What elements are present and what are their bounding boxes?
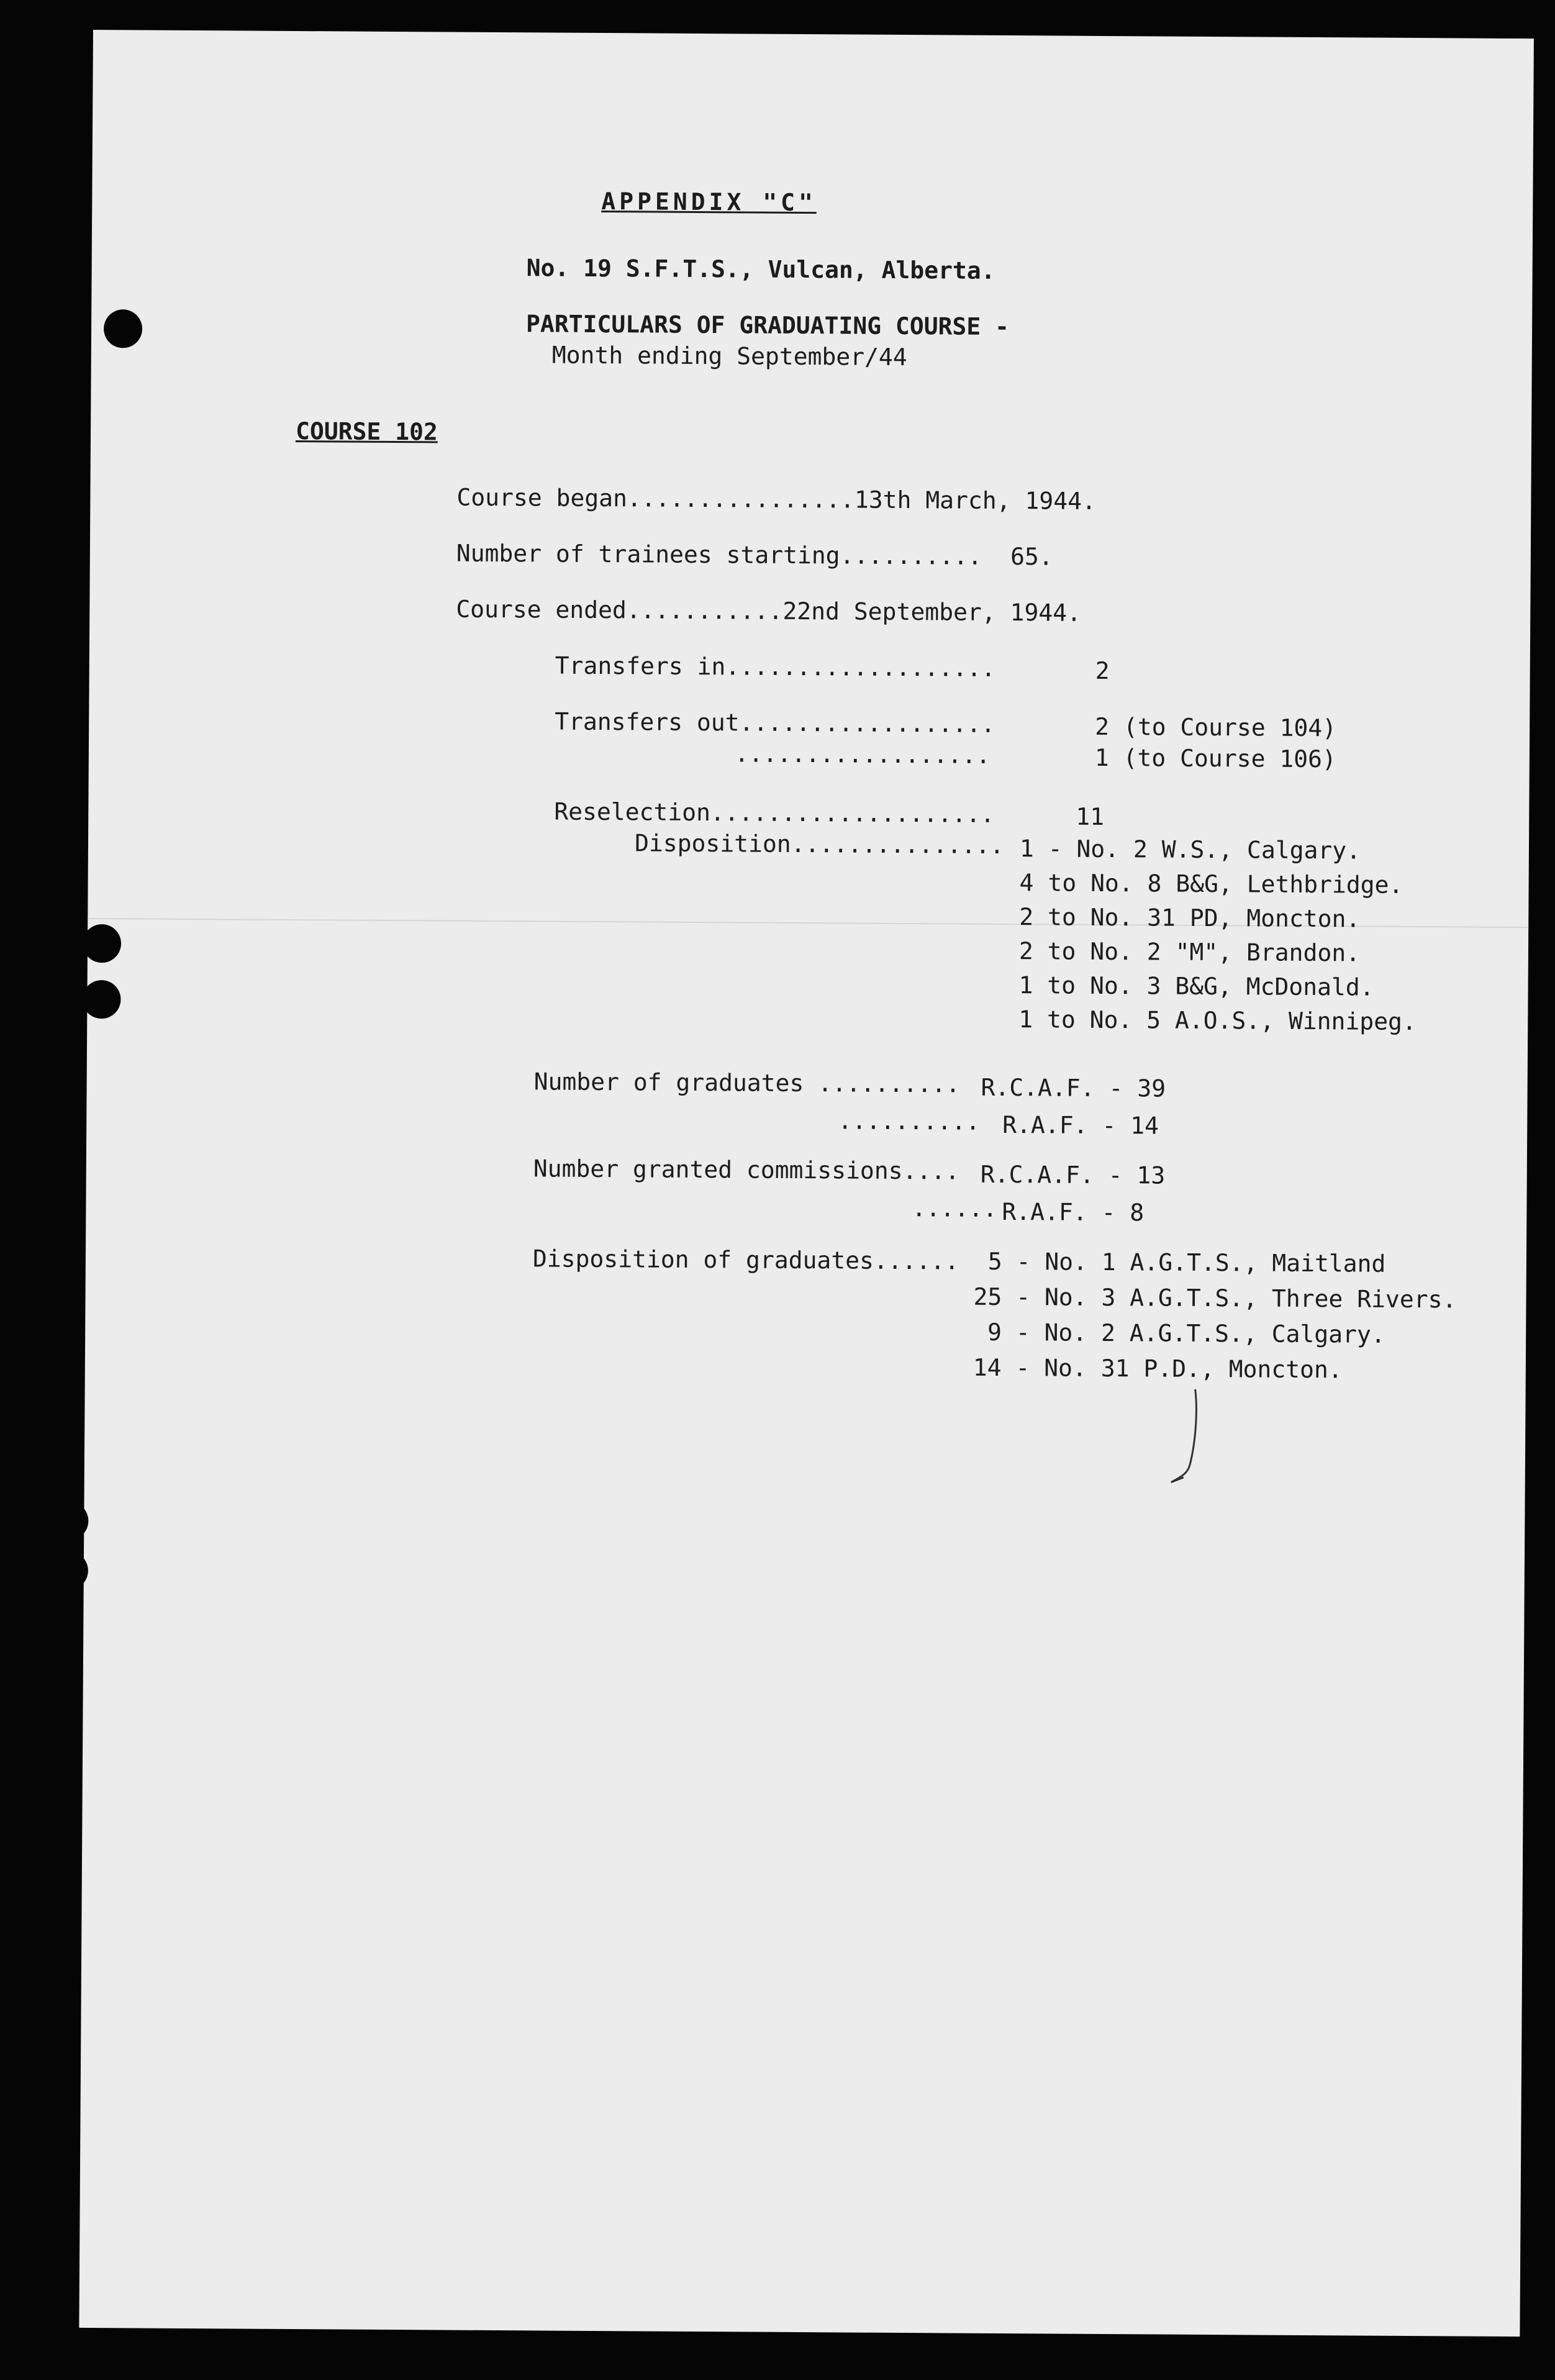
commissions-raf: R.A.F. - 8 [1002, 1197, 1145, 1227]
document-subtitle: Month ending September/44 [551, 341, 907, 371]
punch-hole [50, 1551, 88, 1590]
disposition-item: 1 to No. 5 A.O.S., Winnipeg. [1018, 1006, 1417, 1036]
disposition-item: 1 - No. 2 W.S., Calgary. [1019, 835, 1361, 865]
commissions-rcaf: R.C.A.F. - 13 [980, 1160, 1166, 1189]
transfers-out-value-1: 2 (to Course 104) [1095, 712, 1337, 742]
disposition-item: 1 to No. 3 B&G, McDonald. [1018, 971, 1374, 1001]
graduates-disposition-label: Disposition of graduates...... [532, 1245, 959, 1275]
course-label: COURSE 102 [295, 417, 438, 446]
pencil-mark [1165, 1384, 1215, 1490]
reselection-label: Reselection.................... [554, 797, 995, 828]
disposition-item: 2 to No. 2 "M", Brandon. [1018, 937, 1361, 967]
graduates-disposition-item: 25 - No. 3 A.G.T.S., Three Rivers. [973, 1283, 1457, 1314]
transfers-out-label: Transfers out.................. [555, 707, 995, 738]
transfers-in-label: Transfers in................... [555, 652, 996, 682]
transfers-out-dots: .................. [734, 740, 991, 769]
punch-hole [50, 1502, 88, 1540]
document-title: PARTICULARS OF GRADUATING COURSE - [525, 310, 1010, 341]
graduates-disposition-item: 9 - No. 2 A.G.T.S., Calgary. [973, 1318, 1385, 1348]
course-ended: Course ended...........22nd September, 1944. [456, 595, 1082, 627]
transfers-in-value: 2 [1095, 656, 1110, 685]
course-began: Course began................13th March, 1944. [456, 483, 1097, 515]
punch-hole [104, 309, 142, 348]
disposition-item: 2 to No. 31 PD, Moncton. [1019, 903, 1361, 933]
punch-hole [27, 2153, 66, 2192]
graduates-raf: R.A.F. - 14 [1002, 1111, 1159, 1140]
punch-hole [82, 980, 120, 1019]
disposition-label: Disposition............... [634, 829, 1004, 859]
graduates-rcaf: R.C.A.F. - 39 [981, 1073, 1166, 1102]
document-page [79, 30, 1534, 2337]
transfers-out-value-2: 1 (to Course 106) [1094, 743, 1336, 773]
graduates-disposition-item: 5 - No. 1 A.G.T.S., Maitland [973, 1247, 1386, 1278]
reselection-value: 11 [1076, 802, 1105, 830]
graduates-label: Number of graduates .......... [533, 1068, 961, 1098]
appendix-heading: APPENDIX "C" [601, 188, 817, 217]
disposition-item: 4 to No. 8 B&G, Lethbridge. [1019, 869, 1403, 899]
commissions-dots: ...... [912, 1194, 997, 1222]
graduates-disposition-item: 14 - No. 31 P.D., Moncton. [972, 1353, 1343, 1384]
punch-hole [83, 924, 121, 963]
commissions-label: Number granted commissions.... [533, 1155, 960, 1185]
trainees-starting: Number of trainees starting.......... 65. [456, 539, 1053, 571]
unit-line: No. 19 S.F.T.S., Vulcan, Alberta. [526, 254, 995, 284]
graduates-dots: .......... [838, 1107, 981, 1135]
